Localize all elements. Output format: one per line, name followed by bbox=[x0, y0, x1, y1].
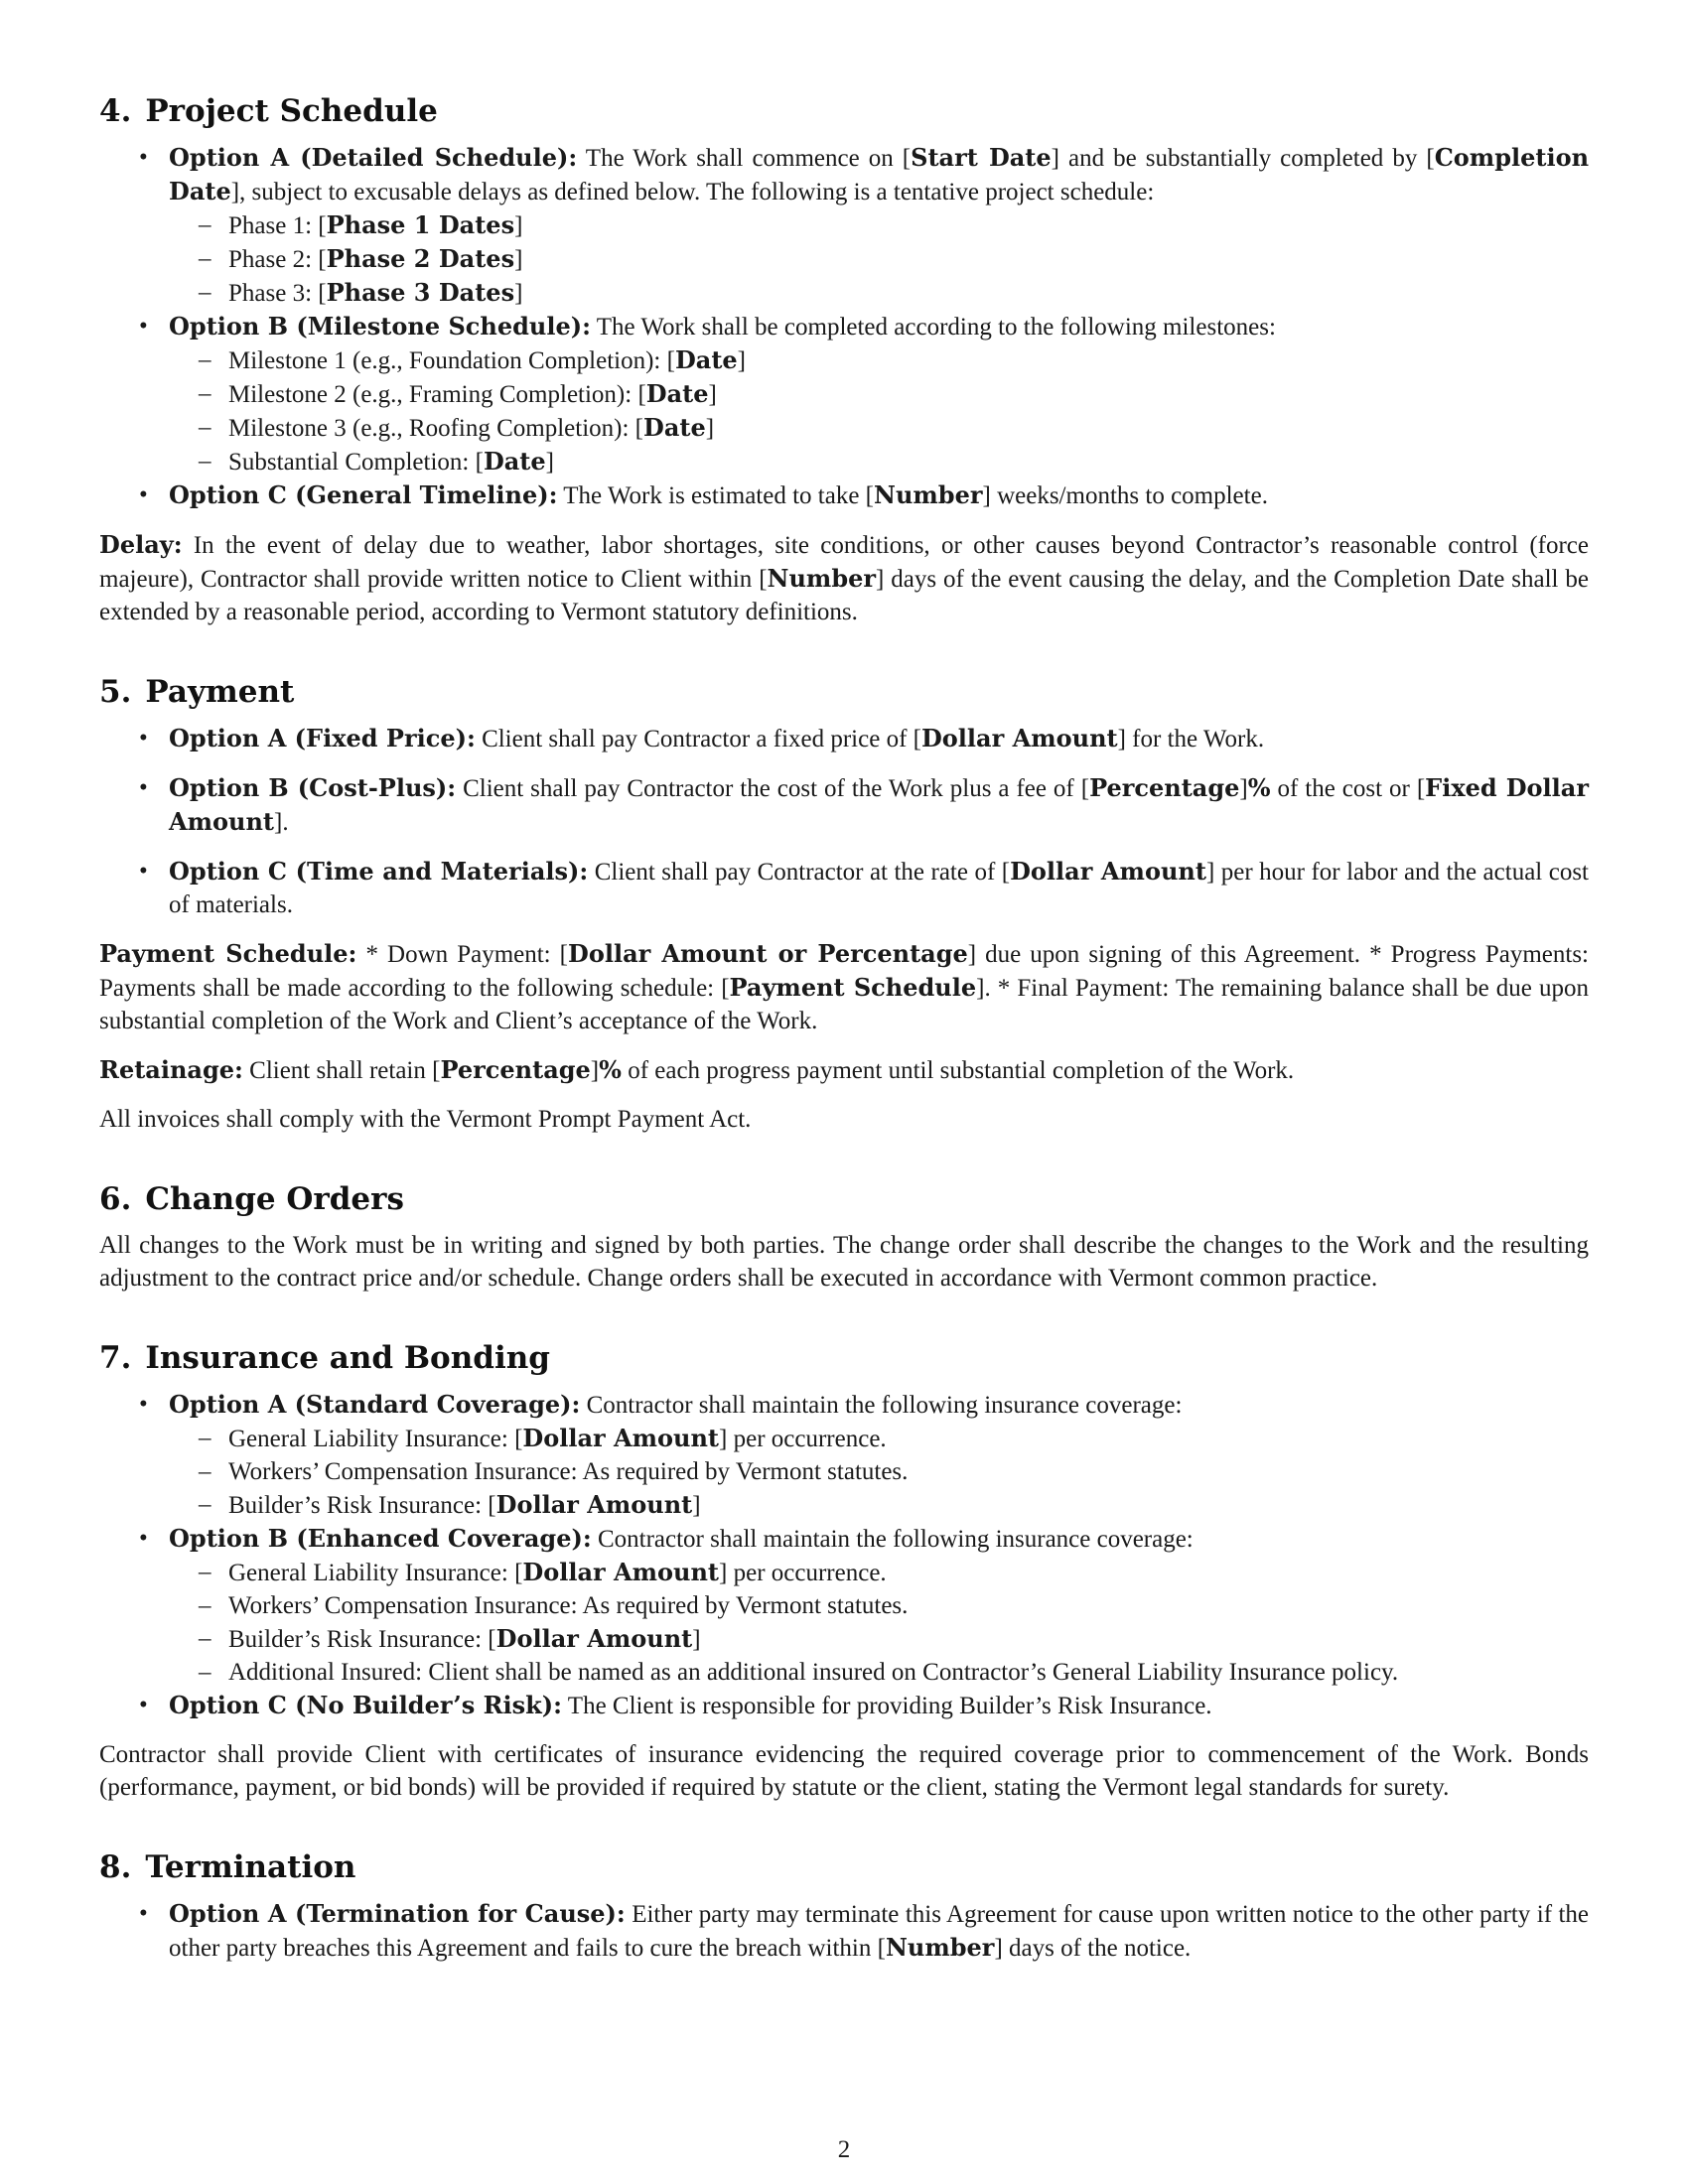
section-heading: 8. Termination bbox=[99, 1849, 356, 1885]
section-heading: 6. Change Orders bbox=[99, 1181, 404, 1217]
document-page bbox=[99, 91, 1589, 2008]
option-c-general-timeline: • Option C (General Timeline): The Work is estimated to take [Number] weeks/months to complete. bbox=[99, 478, 1589, 512]
section-insurance-and-bonding bbox=[99, 1338, 1589, 1804]
list-item: – General Liability Insurance: [Dollar Amount] per occurrence. bbox=[169, 1422, 1589, 1455]
milestone-list bbox=[169, 343, 1589, 478]
option-b-enhanced-coverage: • Option B (Enhanced Coverage): Contractor shall maintain the following insurance coverage: – General Liability Insurance: [Dollar Amount] per occurrence. – Workers’ Compensation Insurance: As required by Vermont statutes. – Builder’s Risk Insurance: [Dollar Amount] – Additional Insured: Client shall be named as an additional insured on Contractor’s General Liability Insurance policy. bbox=[99, 1522, 1589, 1689]
coverage-list bbox=[169, 1556, 1589, 1689]
list-item: – Additional Insured: Client shall be named as an additional insured on Contractor’s General Liability Insurance policy. bbox=[169, 1656, 1589, 1689]
insurance-options bbox=[99, 1388, 1589, 1722]
termination-options bbox=[99, 1897, 1589, 1965]
list-item: – Milestone 2 (e.g., Framing Completion): [Date] bbox=[169, 377, 1589, 411]
list-item: – Builder’s Risk Insurance: [Dollar Amount] bbox=[169, 1488, 1589, 1522]
placeholder-number: Number bbox=[767, 564, 877, 593]
phase-list bbox=[169, 208, 1589, 310]
list-item: – Substantial Completion: [Date] bbox=[169, 445, 1589, 478]
section-change-orders bbox=[99, 1179, 1589, 1295]
option-a-detailed-schedule: • Option A (Detailed Schedule): The Work shall commence on [Start Date] and be substantially completed by [Completion Date], subject to excusable delays as defined below. The following is a tentative project schedule: – Phase 1: [Phase 1 Dates] – Phase 2: [Phase 2 Dates] – Phase 3: [Phase 3 Dates] bbox=[99, 141, 1589, 310]
list-item: – Phase 2: [Phase 2 Dates] bbox=[169, 242, 1589, 276]
page-number: 2 bbox=[837, 2136, 851, 2163]
option-b-milestone-schedule: • Option B (Milestone Schedule): The Work shall be completed according to the following milestones: – Milestone 1 (e.g., Foundation Completion): [Date] – Milestone 2 (e.g., Framing Completion): [Date] – Milestone 3 (e.g., Roofing Completion): [Date] – Substantial Completion: [Date] bbox=[99, 310, 1589, 478]
section-payment bbox=[99, 672, 1589, 1136]
list-item: – Workers’ Compensation Insurance: As required by Vermont statutes. bbox=[169, 1455, 1589, 1488]
section-heading: 5. Payment bbox=[99, 674, 295, 710]
option-c-time-and-materials: • Option C (Time and Materials): Client shall pay Contractor at the rate of [Dollar Amount] per hour for labor and the actual cost of materials. bbox=[99, 855, 1589, 921]
payment-options bbox=[99, 722, 1589, 921]
retainage-paragraph: Retainage: Client shall retain [Percentage]% of each progress payment until substantial completion of the Work. bbox=[99, 1055, 1295, 1084]
list-item: – Milestone 3 (e.g., Roofing Completion): [Date] bbox=[169, 411, 1589, 445]
placeholder-start-date: Start Date bbox=[911, 143, 1052, 172]
section-project-schedule bbox=[99, 91, 1589, 628]
option-a-standard-coverage: • Option A (Standard Coverage): Contractor shall maintain the following insurance coverage: – General Liability Insurance: [Dollar Amount] per occurrence. – Workers’ Compensation Insurance: As required by Vermont statutes. – Builder’s Risk Insurance: [Dollar Amount] bbox=[99, 1388, 1589, 1522]
change-orders-paragraph: All changes to the Work must be in writing and signed by both parties. The change order shall describe the changes to the Work and the resulting adjustment to the contract price and/or schedule. Change orders shall be executed in accordance with Vermont common practice. bbox=[99, 1232, 1589, 1292]
option-b-cost-plus: • Option B (Cost-Plus): Client shall pay Contractor the cost of the Work plus a fee of [Percentage]% of the cost or [Fixed Dollar Amount]. bbox=[99, 771, 1589, 839]
coverage-list bbox=[169, 1422, 1589, 1522]
section-heading: 4. Project Schedule bbox=[99, 93, 438, 129]
list-item: – Milestone 1 (e.g., Foundation Completion): [Date] bbox=[169, 343, 1589, 377]
option-a-fixed-price: • Option A (Fixed Price): Client shall pay Contractor a fixed price of [Dollar Amount] for the Work. bbox=[99, 722, 1589, 755]
option-c-no-builders-risk: • Option C (No Builder’s Risk): The Client is responsible for providing Builder’s Risk Insurance. bbox=[99, 1689, 1589, 1722]
section-termination bbox=[99, 1847, 1589, 1965]
schedule-options bbox=[99, 141, 1589, 512]
invoices-paragraph: All invoices shall comply with the Vermont Prompt Payment Act. bbox=[99, 1106, 752, 1133]
delay-paragraph: Delay: In the event of delay due to weather, labor shortages, site conditions, or other causes beyond Contractor’s reasonable control (force majeure), Contractor shall provide written notice to Client within [Number] days of the event causing the delay, and the Completion Date shall be extended by a reasonable period, according to Vermont statutory definitions. bbox=[99, 530, 1589, 625]
placeholder-completion-date: Completion Date bbox=[169, 143, 1590, 205]
option-a-termination-for-cause: • Option A (Termination for Cause): Either party may terminate this Agreement for cause upon written notice to the other party if the other party breaches this Agreement and fails to cure the breach within [Number] days of the notice. bbox=[99, 1897, 1589, 1965]
certificates-paragraph: Contractor shall provide Client with certificates of insurance evidencing the required coverage prior to commencement of the Work. Bonds (performance, payment, or bid bonds) will be provided if required by statute or the client, stating the Vermont legal standards for surety. bbox=[99, 1741, 1589, 1801]
placeholder-number: Number bbox=[874, 480, 983, 509]
list-item: – Phase 3: [Phase 3 Dates] bbox=[169, 276, 1589, 310]
list-item: – Builder’s Risk Insurance: [Dollar Amount] bbox=[169, 1622, 1589, 1656]
list-item: – General Liability Insurance: [Dollar Amount] per occurrence. bbox=[169, 1556, 1589, 1589]
list-item: – Workers’ Compensation Insurance: As required by Vermont statutes. bbox=[169, 1589, 1589, 1622]
list-item: – Phase 1: [Phase 1 Dates] bbox=[169, 208, 1589, 242]
section-heading: 7. Insurance and Bonding bbox=[99, 1340, 550, 1376]
payment-schedule-paragraph: Payment Schedule: * Down Payment: [Dollar Amount or Percentage] due upon signing of this Agreement. * Progress Payments: Payments shall be made according to the following schedule: [Payment Schedule]. * Final Payment: The remaining balance shall be due upon substantial completion of the Work and Client’s acceptance of the Work. bbox=[99, 939, 1589, 1034]
